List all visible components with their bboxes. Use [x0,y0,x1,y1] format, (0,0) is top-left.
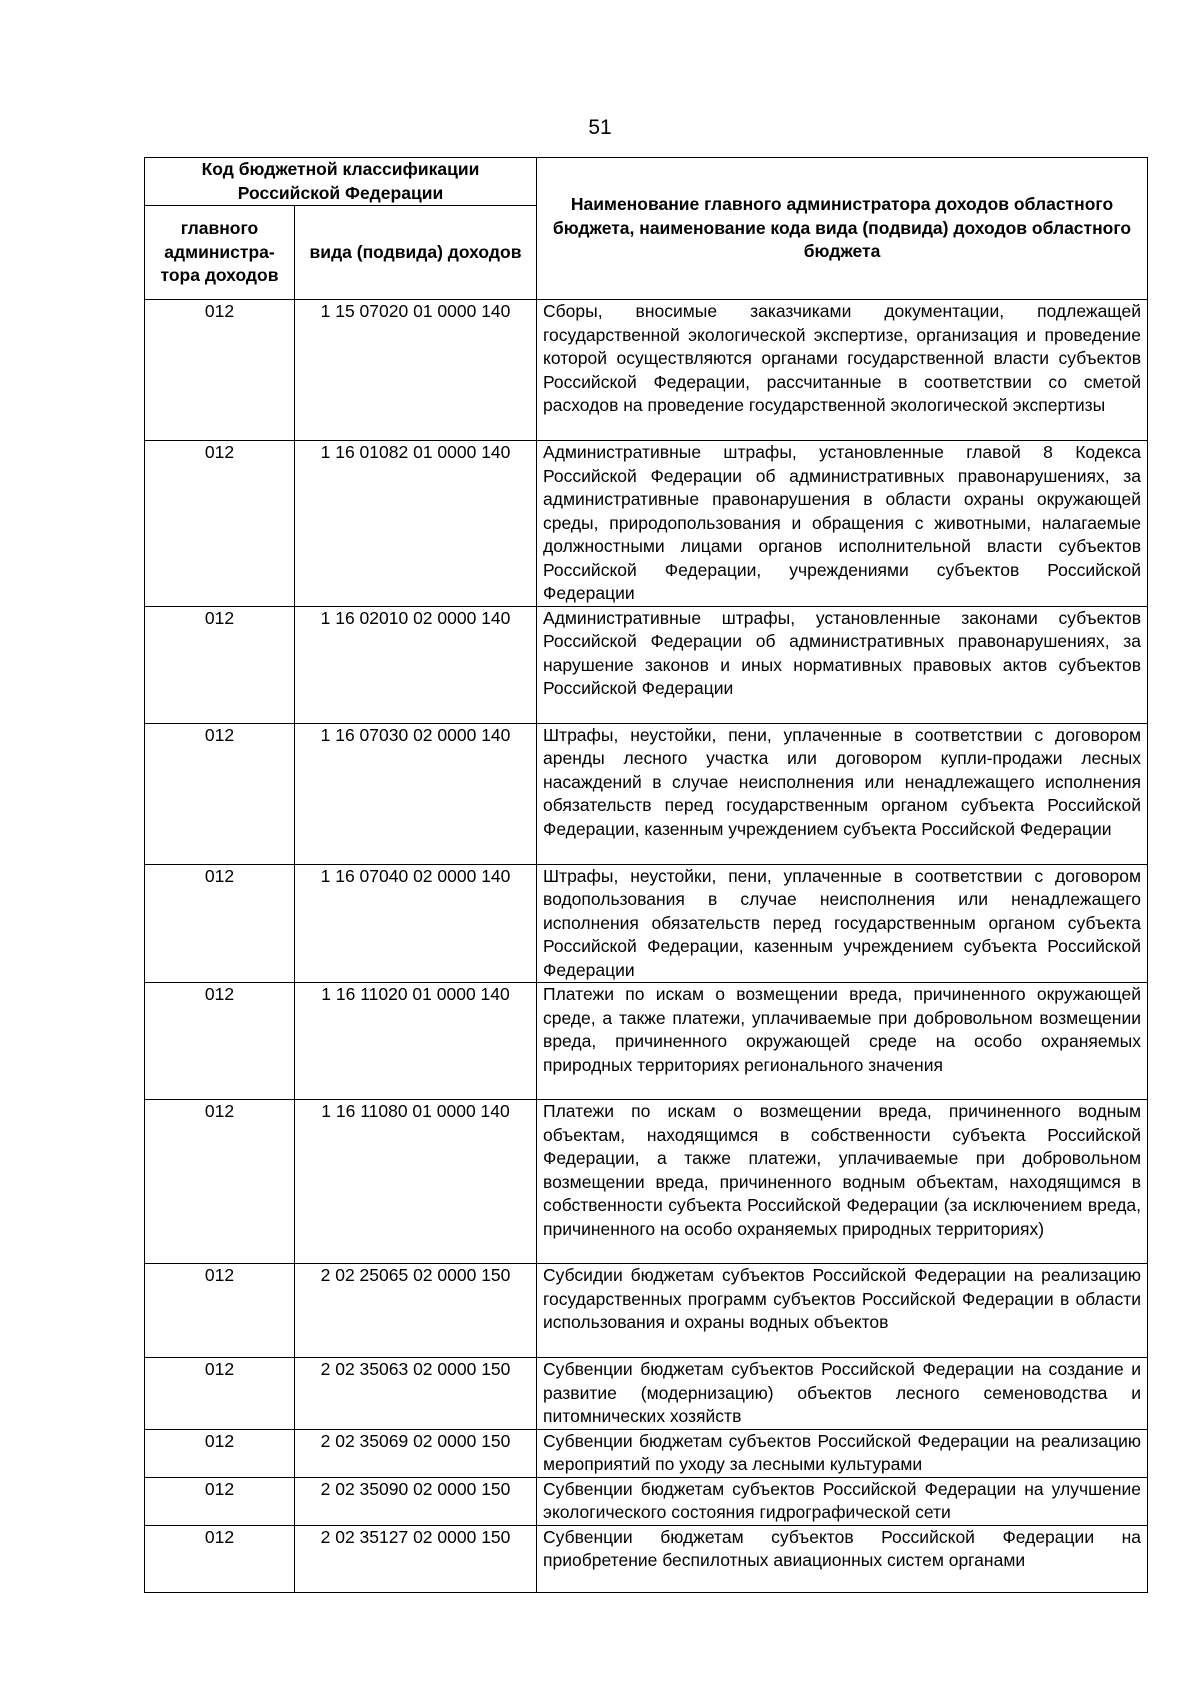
income-name-cell: Субвенции бюджетам субъектов Российской Федерации на улучшение экологического состояния гидрографической сети [537,1477,1148,1525]
income-code-cell: 2 02 35063 02 0000 150 [295,1358,537,1430]
income-name-cell: Субвенции бюджетам субъектов Российской Федерации на приобретение беспилотных авиационных систем органами [537,1525,1148,1592]
table-row [145,723,1148,864]
header-admin-column: главного администра-тора доходов [145,206,295,300]
income-name-cell: Штрафы, неустойки, пени, уплаченные в соответствии с договором водопользования в случае неисполнения или ненадлежащего исполнения обязательств перед государственным органом субъекта Российской Федерации, казенным учреждением субъекта Российской Федерации [537,864,1148,983]
admin-code-cell: 012 [145,1429,295,1477]
table-row [145,1100,1148,1264]
income-name-cell: Сборы, вносимые заказчиками документации, подлежащей государственной экологической экспертизе, организация и проведение которой осуществляются органами государственной власти субъектов Российской Федерации, рассчитанные в соответствии со сметой расходов на проведение государственной экологической экспертизы [537,300,1148,441]
table-row [145,1358,1148,1430]
admin-code-cell: 012 [145,441,295,607]
admin-code-cell: 012 [145,983,295,1100]
admin-code-cell: 012 [145,1264,295,1358]
income-code-cell: 2 02 35090 02 0000 150 [295,1477,537,1525]
income-name-cell: Субвенции бюджетам субъектов Российской Федерации на реализацию мероприятий по уходу за лесными культурами [537,1429,1148,1477]
table-row [145,606,1148,723]
table-row [145,983,1148,1100]
income-code-cell: 2 02 25065 02 0000 150 [295,1264,537,1358]
income-code-cell: 2 02 35127 02 0000 150 [295,1525,537,1592]
table-row [145,864,1148,983]
admin-code-cell: 012 [145,723,295,864]
income-code-cell: 1 16 07040 02 0000 140 [295,864,537,983]
header-name-column: Наименование главного администратора доходов областного бюджета, наименование кода вида (подвида) доходов областного бюджета [537,158,1148,300]
table-row [145,1525,1148,1592]
table-row [145,1429,1148,1477]
income-code-cell: 1 16 11020 01 0000 140 [295,983,537,1100]
income-name-cell: Платежи по искам о возмещении вреда, причиненного окружающей среде, а также платежи, уплачиваемые при добровольном возмещении вреда, причиненного окружающей среде на особо охраняемых природных территориях регионального значения [537,983,1148,1100]
income-code-cell: 1 16 11080 01 0000 140 [295,1100,537,1264]
income-name-cell: Административные штрафы, установленные законами субъектов Российской Федерации об административных правонарушениях, за нарушение законов и иных нормативных правовых актов субъектов Российской Федерации [537,606,1148,723]
table-row [145,300,1148,441]
income-name-cell: Административные штрафы, установленные главой 8 Кодекса Российской Федерации об административных правонарушениях, за административные правонарушения в области охраны окружающей среды, природопользования и обращения с животными, налагаемые должностными лицами органов исполнительной власти субъектов Российской Федерации, учреждениями субъектов Российской Федерации [537,441,1148,607]
income-name-cell: Субвенции бюджетам субъектов Российской Федерации на создание и развитие (модернизацию) объектов лесного семеноводства и питомнических хозяйств [537,1358,1148,1430]
admin-code-cell: 012 [145,864,295,983]
income-name-cell: Платежи по искам о возмещении вреда, причиненного водным объектам, находящимся в собственности субъекта Российской Федерации, а также платежи, уплачиваемые при добровольном возмещении вреда, причиненного водным объектам, находящимся в собственности субъекта Российской Федерации (за исключением вреда, причиненного на особо охраняемых природных территориях) [537,1100,1148,1264]
income-code-cell: 1 16 02010 02 0000 140 [295,606,537,723]
income-name-cell: Субсидии бюджетам субъектов Российской Федерации на реализацию государственных программ субъектов Российской Федерации в области использования и охраны водных объектов [537,1264,1148,1358]
admin-code-cell: 012 [145,1358,295,1430]
admin-code-cell: 012 [145,1477,295,1525]
table-row [145,1477,1148,1525]
admin-code-cell: 012 [145,606,295,723]
budget-classification-table [144,157,1148,1593]
table-row [145,441,1148,607]
income-code-cell: 1 16 07030 02 0000 140 [295,723,537,864]
admin-code-cell: 012 [145,1100,295,1264]
income-name-cell: Штрафы, неустойки, пени, уплаченные в соответствии с договором аренды лесного участка или договором купли-продажи лесных насаждений в случае неисполнения или ненадлежащего исполнения обязательств перед государственным органом субъекта Российской Федерации, казенным учреждением субъекта Российской Федерации [537,723,1148,864]
income-code-cell: 2 02 35069 02 0000 150 [295,1429,537,1477]
header-type-column: вида (подвида) доходов [295,206,537,300]
admin-code-cell: 012 [145,300,295,441]
admin-code-cell: 012 [145,1525,295,1592]
header-code-group: Код бюджетной классификации Российской Федерации [145,158,537,206]
table-row [145,1264,1148,1358]
page-number: 51 [588,116,612,139]
income-code-cell: 1 15 07020 01 0000 140 [295,300,537,441]
income-code-cell: 1 16 01082 01 0000 140 [295,441,537,607]
